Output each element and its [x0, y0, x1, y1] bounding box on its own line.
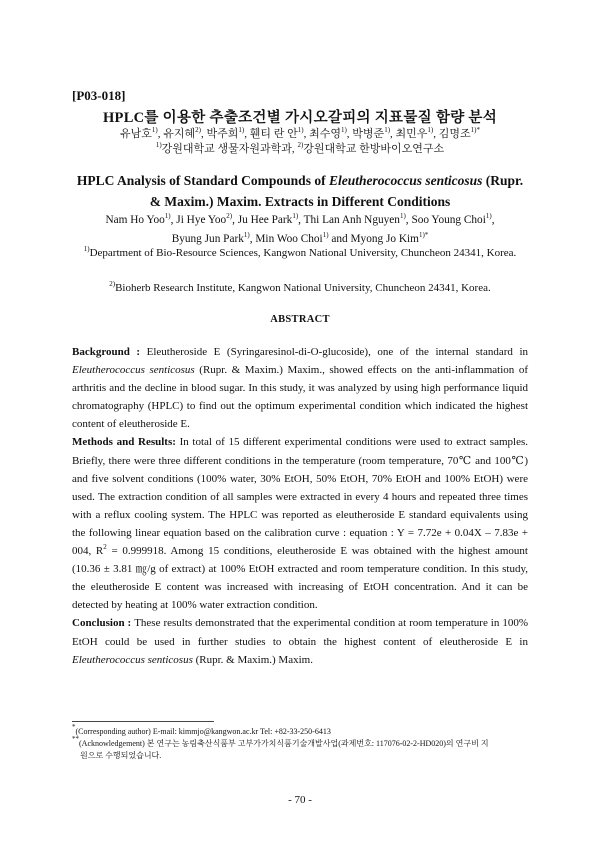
conclusion-label: Conclusion : — [72, 617, 135, 630]
author-ko-sup: 1)* — [470, 126, 480, 134]
footnote-text: (Acknowledgement) 본 연구는 농림축산식품부 고부가가치식품기술개발사업(과제번호: 117076-02-2-HD020)의 연구비 지 — [79, 739, 489, 749]
abstract-heading: ABSTRACT — [270, 314, 330, 325]
affil-ko-sup: 1) — [155, 141, 162, 149]
author-ko: 휀티 란 안 — [249, 128, 298, 140]
author-en-sep: , — [405, 214, 412, 226]
korean-affiliations — [0, 140, 600, 156]
author-en: Thi Lan Anh Nguyen — [303, 214, 400, 226]
author-ko: 박병준 — [352, 128, 385, 140]
author-ko-sup: 1) — [297, 126, 304, 134]
english-affiliation-2 — [72, 279, 528, 297]
methods-paragraph — [72, 433, 528, 614]
footnote-acknowledgement — [72, 735, 532, 750]
footnote-text: (Corresponding author) E-mail: kimmjo@kangwon.ac.kr Tel: +82-33-250-6413 — [75, 727, 331, 736]
background-paragraph — [72, 343, 528, 433]
author-en: Soo Young Choi — [411, 214, 486, 226]
author-en-sep: , — [491, 214, 495, 226]
affil-en-text: Bioherb Research Institute, Kangwon National University, Chuncheon 24341, Korea. — [115, 282, 491, 294]
author-ko: 유남호 — [120, 128, 152, 140]
english-title-part: (Rupr. & Maxim.) Maxim. Extracts in Different Conditions — [149, 173, 524, 209]
affil-ko-sup: 2) — [297, 141, 304, 149]
affil-ko: 강원대학교 생물자원과학과, — [161, 143, 298, 155]
footnote-sup: ** — [72, 735, 79, 744]
affil-en-sup: 1) — [83, 245, 90, 253]
author-en: Byung Jun Park — [171, 233, 244, 245]
author-en: Nam Ho Yoo — [105, 214, 165, 226]
affil-en-sup: 2) — [109, 280, 116, 288]
affil-ko: 강원대학교 한방바이오연구소 — [303, 143, 445, 155]
author-en-sup: 1) — [322, 231, 329, 239]
author-ko: 김명조 — [438, 128, 471, 140]
author-ko-sup: 2) — [195, 126, 201, 134]
author-en-sup: 1) — [292, 212, 299, 220]
background-label: Background : — [72, 346, 147, 358]
korean-title: HPLC를 이용한 추출조건별 가시오갈피의 지표물질 함량 분석 — [102, 110, 498, 126]
background-text: Eleutheroside E (Syringaresinol-di-O-glucoside), one of the internal standard in — [146, 346, 528, 358]
methods-text: In total of 15 different experimental conditions were used to extract samples. Briefly, there were three different conditions in the temperature (room temperature, 70℃ and 100℃) and five solvent conditions (100% water, 30% EtOH, 50% EtOH, 70% EtOH and 100% EtOH) were used. The extraction condition of all samples were extracted in every 4 hours and repeated three times with a reflux cooling system. The HPLC was reported as eleutheroside E standard equivalents using the following linear equation based on the calibration curve : equation : Y = 7.72e + 0.04X – 7.83e + 004, R — [72, 436, 528, 558]
author-ko-sup: 1) — [427, 126, 434, 134]
abstract-code: [P03-018] — [72, 88, 126, 103]
footnote-sup: * — [72, 723, 76, 731]
methods-label: Methods and Results: — [72, 436, 180, 449]
author-en-sep: , — [170, 214, 177, 226]
author-en-sep: , — [298, 214, 304, 226]
footnote-corresponding — [72, 723, 532, 738]
footnote-acknowledgement-cont — [72, 750, 532, 762]
conclusion-species: Eleutherococcus senticosus — [72, 653, 193, 666]
author-en-sup: 1) — [399, 212, 406, 220]
author-en-sep: , — [249, 233, 256, 245]
author-ko: 유지혜 — [163, 128, 196, 140]
author-ko-sup: 1) — [340, 126, 347, 134]
author-en: Ji Hye Yoo — [176, 214, 227, 226]
author-en-sep: , — [232, 214, 238, 226]
author-en-sup: 1) — [164, 212, 171, 220]
korean-authors: 유남호$^{1)}$, 유지혜$^{2)}$, 박주희$^{1)}$, 휀티 란 안$^{1)}$, 최수영$^{1)}$, 박병준$^{1)}$, 최민우$^{1)}$, 김명조$^{1)*}$ — [120, 126, 480, 140]
author-ko: 박주희 — [206, 128, 239, 140]
author-ko: 최민우 — [395, 128, 428, 140]
author-en-sup: 1)* — [418, 231, 429, 239]
affil-en-text: Department of Bio-Resource Sciences, Kangwon National University, Chuncheon 24341, Korea. — [89, 247, 517, 259]
author-en: Min Woo Choi — [255, 233, 323, 245]
methods-text: = 0.999918. Among 15 conditions, eleutheroside E was obtained with the highest amount (10.36 ± 3.81 ㎎/g of extract) at 100% EtOH extracted and room temperature condition. In this study, the eleutheroside E content was increased with increasing of EtOH concentration. And it can be detected by heating at 100% water extraction condition. — [72, 545, 528, 612]
footnote-text: 원으로 수행되었습니다. — [80, 751, 162, 761]
author-en-sup: 1) — [485, 212, 492, 220]
author-ko-sup: 1) — [238, 126, 245, 134]
author-ko-sup: 1) — [384, 126, 391, 134]
conclusion-paragraph — [72, 614, 528, 668]
english-affiliation-1 — [72, 244, 528, 262]
author-en: Ju Hee Park — [237, 214, 293, 226]
footnote-divider — [72, 721, 214, 722]
footnotes — [72, 723, 532, 763]
page-number: - 70 - — [288, 794, 312, 806]
english-title — [72, 170, 528, 212]
conclusion-text: These results demonstrated that the experimental condition at room temperature in 100% EtOH could be used in further studies to obtain the highest content of eleutheroside E in — [72, 617, 528, 648]
abstract-body — [72, 343, 528, 669]
author-ko-sup: 1) — [151, 126, 158, 134]
methods-sup: 2 — [103, 543, 107, 552]
author-en: Myong Jo Kim — [350, 233, 419, 245]
author-en-sup: 2) — [226, 212, 233, 220]
background-text: (Rupr. & Maxim.) Maxim., showed effects on the anti-inflammation of arthritis and the decline in blood sugar. In this study, it was analyzed by using high performance liquid chromatography (HPLC) to find out the optimum experimental condition which indicated the highest content of eleutheroside E. — [72, 364, 528, 431]
english-title-species: Eleutherococcus senticosus — [328, 173, 483, 188]
english-title-part: HPLC Analysis of Standard Compounds of — [76, 173, 329, 188]
author-en-sep: and — [328, 233, 351, 245]
background-species: Eleutherococcus senticosus — [72, 364, 195, 377]
author-en-sup: 1) — [243, 231, 250, 239]
author-ko: 최수영 — [309, 128, 341, 140]
conclusion-text: (Rupr. & Maxim.) Maxim. — [192, 653, 313, 666]
